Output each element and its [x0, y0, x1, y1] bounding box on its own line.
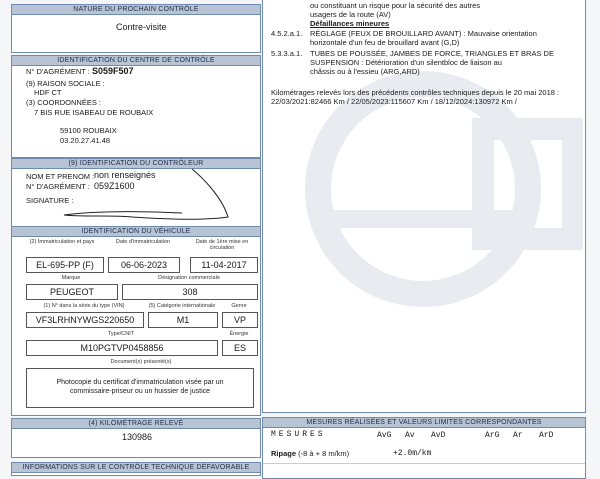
mileage-panel	[11, 418, 261, 458]
measures-header: MESURES RÉALISÉES ET VALEURS LIMITES CORRESPONDANTES	[263, 418, 585, 428]
reg-value: EL-695-PP (F)	[26, 257, 104, 273]
center-name-value: HDF CT	[34, 88, 62, 97]
col-av: Av	[405, 431, 415, 440]
minor-defects-title: Défaillances mineures	[310, 19, 390, 28]
controller-header: (9) IDENTIFICATION DU CONTRÔLEUR	[12, 159, 260, 169]
controller-name-label: NOM ET PRENOM :	[26, 172, 95, 181]
col-arg: ArG	[485, 431, 500, 440]
model-value: 308	[122, 284, 258, 300]
mileage-history-line2: 22/03/2021:82466 Km / 22/05/2023:115607 Km / 18/12/2024:130972 Km /	[271, 97, 517, 106]
center-panel	[11, 55, 261, 158]
ripage-range: (-8 à + 8 m/km)	[298, 449, 350, 458]
vehicle-panel	[11, 226, 261, 416]
col-ar: Ar	[513, 431, 523, 440]
controller-signature-label: SIGNATURE :	[26, 196, 74, 205]
genre-value: VP	[222, 312, 258, 328]
docs-value: Photocopie du certificat d'immatriculation visée par un commissaire-priseur ou un huissier de justice	[26, 368, 254, 408]
mileage-history-line1: Kilométrages relevés lors des précédents contrôles techniques depuis le 20 mai 2018 :	[271, 88, 560, 97]
mileage-header: (4) KILOMÉTRAGE RELEVÉ	[12, 419, 260, 429]
center-coords-label: (3) COORDONNÉES :	[26, 98, 102, 107]
controller-panel	[11, 158, 261, 227]
model-label: Désignation commerciale	[158, 275, 220, 281]
type-label: Type/CNIT	[107, 331, 135, 337]
watermark-emblem	[283, 69, 583, 319]
docs-label: Document(s) présenté(s)	[110, 359, 172, 365]
center-header: IDENTIFICATION DU CENTRE DE CONTRÔLE	[12, 56, 260, 66]
first-date-value: 11-04-2017	[190, 257, 258, 273]
reg-label: (2) Immatriculation et pays	[29, 239, 95, 245]
cat-value: M1	[148, 312, 218, 328]
date-value: 06-06-2023	[108, 257, 180, 273]
ripage-label-text: Ripage	[271, 449, 297, 458]
center-approval-label: N° D'AGRÉMENT :	[26, 67, 90, 76]
defect-top-line1: ou constituant un risque pour la sécurité des autres	[310, 1, 481, 10]
defects-panel	[262, 0, 586, 413]
center-approval-value: S059F507	[92, 66, 134, 76]
center-phone: 03.20.27.41.48	[60, 136, 111, 145]
controller-name-value: non renseignés	[94, 170, 156, 180]
defect-top-line2: usagers de la route (AV)	[310, 10, 391, 19]
mileage-value: 130986	[122, 432, 153, 442]
col-avd: AvD	[431, 431, 446, 440]
defect2-line3: châssis ou à l'essieu (ARG,ARD)	[310, 67, 420, 76]
defect2-code: 5.3.3.a.1.	[271, 49, 303, 58]
controller-approval-label: N° D'AGRÉMENT :	[26, 182, 90, 191]
brand-label: Marque	[61, 275, 81, 281]
first-date-label: Date de 1ère mise en circulation	[195, 239, 249, 251]
ripage-value: +2.0m/km	[393, 449, 432, 458]
genre-label: Genre	[231, 303, 247, 309]
vin-value: VF3LRHNYWGS220650	[26, 312, 144, 328]
footer-left-panel	[11, 462, 261, 476]
next-control-header: NATURE DU PROCHAIN CONTRÔLE	[12, 5, 260, 15]
next-control-panel	[11, 4, 261, 53]
footer-left-header: INFORMATIONS SUR LE CONTRÔLE TECHNIQUE DÉFAVORABLE	[12, 463, 260, 473]
defect1-code: 4.5.2.a.1.	[271, 29, 303, 38]
center-address1: 7 BIS RUE ISABEAU DE ROUBAIX	[34, 108, 154, 117]
signature-scribble	[52, 167, 252, 225]
ripage-label	[271, 449, 349, 458]
defect1-line2: horizontale d'un feu de brouillard avant (G,D)	[310, 38, 460, 47]
vehicle-header: IDENTIFICATION DU VÉHICULE	[12, 227, 260, 237]
col-avg: AvG	[377, 431, 392, 440]
energy-label: Énergie	[229, 331, 249, 337]
center-address2: 59100 ROUBAIX	[60, 126, 117, 135]
date-label: Date d'immatriculation	[115, 239, 171, 245]
measures-divider	[263, 463, 585, 464]
brand-value: PEUGEOT	[26, 284, 118, 300]
controller-approval-value: 059Z1600	[94, 181, 135, 191]
next-control-value: Contre-visite	[116, 22, 167, 32]
energy-value: ES	[222, 340, 258, 356]
defect1-line1: RÉGLAGE (FEUX DE BROUILLARD AVANT) : Mauvaise orientation	[310, 29, 537, 38]
type-value: M10PGTVP0458856	[26, 340, 218, 356]
cat-label: (5) Catégorie internationale	[148, 303, 216, 309]
vin-label: (1) N° dans la série du type (VIN)	[43, 303, 125, 309]
defect2-line2: SUSPENSION : Détérioration d'un silentbloc de liaison au	[310, 58, 502, 67]
defect2-line1: TUBES DE POUSSÉE, JAMBES DE FORCE, TRIANGLES ET BRAS DE	[310, 49, 554, 58]
center-name-label: (9) RAISON SOCIALE :	[26, 79, 105, 88]
measures-title: MESURES	[271, 430, 326, 439]
col-ard: ArD	[539, 431, 554, 440]
